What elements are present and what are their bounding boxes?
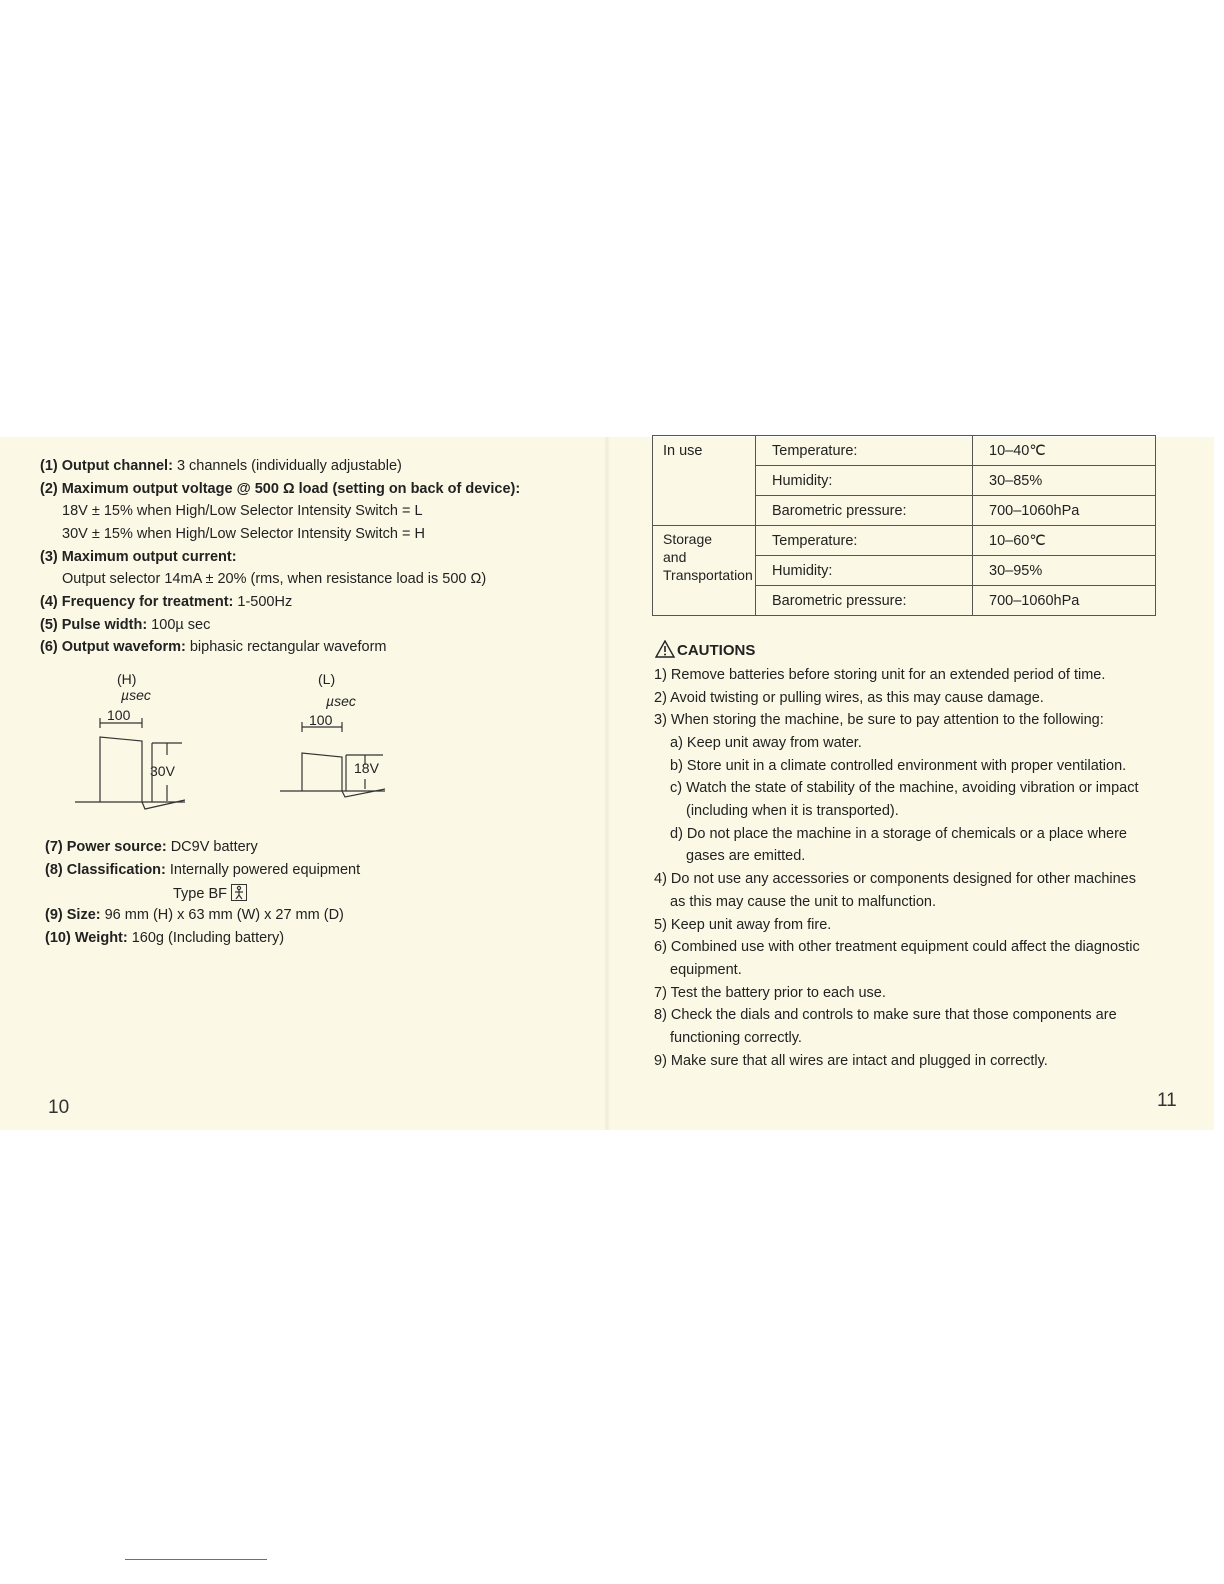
param-cell: Barometric pressure:	[756, 586, 973, 616]
page-number: 10	[48, 1097, 70, 1118]
spec-line: (10) Weight: 160g (Including battery)	[45, 930, 285, 946]
caution-item: 4) Do not use any accessories or components designed for other machines	[654, 871, 1136, 887]
table-row	[653, 436, 1156, 466]
caution-item: 7) Test the battery prior to each use.	[654, 985, 886, 1001]
caution-item: 8) Check the dials and controls to make sure that those components are	[654, 1007, 1117, 1023]
param-cell: Humidity:	[756, 466, 973, 496]
spec-line: 30V ± 15% when High/Low Selector Intensity Switch = H	[62, 526, 425, 542]
caution-item: 6) Combined use with other treatment equipment could affect the diagnostic	[654, 939, 1140, 955]
warning-triangle-icon	[655, 640, 675, 658]
caution-item: c) Watch the state of stability of the machine, avoiding vibration or impact	[670, 780, 1139, 796]
waveform-l-width: 100	[309, 712, 333, 728]
caution-item: d) Do not place the machine in a storage of chemicals or a place where	[670, 826, 1127, 842]
cautions-heading: CAUTIONS	[655, 640, 755, 659]
spec-line: (6) Output waveform: biphasic rectangular waveform	[40, 639, 387, 655]
caution-item: as this may cause the unit to malfunction.	[670, 894, 936, 910]
caution-item: equipment.	[670, 962, 742, 978]
caution-item: 1) Remove batteries before storing unit for an extended period of time.	[654, 667, 1106, 683]
spec-line: (3) Maximum output current:	[40, 549, 237, 565]
caution-item: 9) Make sure that all wires are intact and plugged in correctly.	[654, 1053, 1048, 1069]
caution-item: a) Keep unit away from water.	[670, 735, 862, 751]
waveform-h-voltage: 30V	[150, 763, 175, 779]
table-row	[653, 526, 1156, 556]
right-page	[607, 437, 1214, 1130]
waveform-h-unit: µsec	[121, 687, 151, 703]
param-cell: Humidity:	[756, 556, 973, 586]
spec-line: (1) Output channel: 3 channels (individually adjustable)	[40, 458, 402, 474]
spec-line: Output selector 14mA ± 20% (rms, when resistance load is 500 Ω)	[62, 571, 487, 587]
waveform-h-width: 100	[107, 707, 131, 723]
value-cell: 10–40℃	[973, 436, 1156, 466]
spec-line: Type BF	[173, 884, 247, 903]
group-cell: In use	[653, 436, 756, 526]
spec-line: (5) Pulse width: 100µ sec	[40, 617, 211, 633]
environment-table	[652, 435, 1156, 616]
value-cell: 10–60℃	[973, 526, 1156, 556]
value-cell: 700–1060hPa	[973, 496, 1156, 526]
spec-line: (9) Size: 96 mm (H) x 63 mm (W) x 27 mm (D)	[45, 907, 344, 923]
spec-line: (2) Maximum output voltage @ 500 Ω load (setting on back of device):	[40, 481, 521, 497]
value-cell: 30–85%	[973, 466, 1156, 496]
group-cell: Storage and Transportation	[653, 526, 756, 616]
page-number: 11	[1157, 1090, 1177, 1111]
param-cell: Temperature:	[756, 526, 973, 556]
caution-item: functioning correctly.	[670, 1030, 802, 1046]
waveform-l-voltage: 18V	[354, 760, 379, 776]
value-cell: 30–95%	[973, 556, 1156, 586]
spec-line: (7) Power source: DC9V battery	[45, 839, 258, 855]
caution-item: 2) Avoid twisting or pulling wires, as this may cause damage.	[654, 690, 1044, 706]
param-cell: Barometric pressure:	[756, 496, 973, 526]
spec-line: (4) Frequency for treatment: 1-500Hz	[40, 594, 293, 610]
value-cell: 700–1060hPa	[973, 586, 1156, 616]
waveform-l-unit: µsec	[326, 693, 356, 709]
caution-item: 3) When storing the machine, be sure to pay attention to the following:	[654, 712, 1104, 728]
spec-line: 18V ± 15% when High/Low Selector Intensity Switch = L	[62, 503, 423, 519]
caution-item: 5) Keep unit away from fire.	[654, 917, 832, 933]
manual-spread	[0, 437, 1214, 1130]
waveform-h-diagram	[70, 715, 200, 815]
caution-item: b) Store unit in a climate controlled environment with proper ventilation.	[670, 758, 1127, 774]
type-bf-icon	[231, 884, 247, 901]
waveform-l-mode: (L)	[318, 671, 336, 687]
caution-item: gases are emitted.	[686, 848, 806, 864]
param-cell: Temperature:	[756, 436, 973, 466]
left-page	[0, 437, 607, 1130]
waveform-l-diagram	[275, 719, 395, 809]
caution-item: (including when it is transported).	[686, 803, 899, 819]
blue-rule	[125, 1559, 267, 1560]
spec-line: (8) Classification: Internally powered equipment	[45, 862, 361, 878]
waveform-h-mode: (H)	[117, 671, 137, 687]
